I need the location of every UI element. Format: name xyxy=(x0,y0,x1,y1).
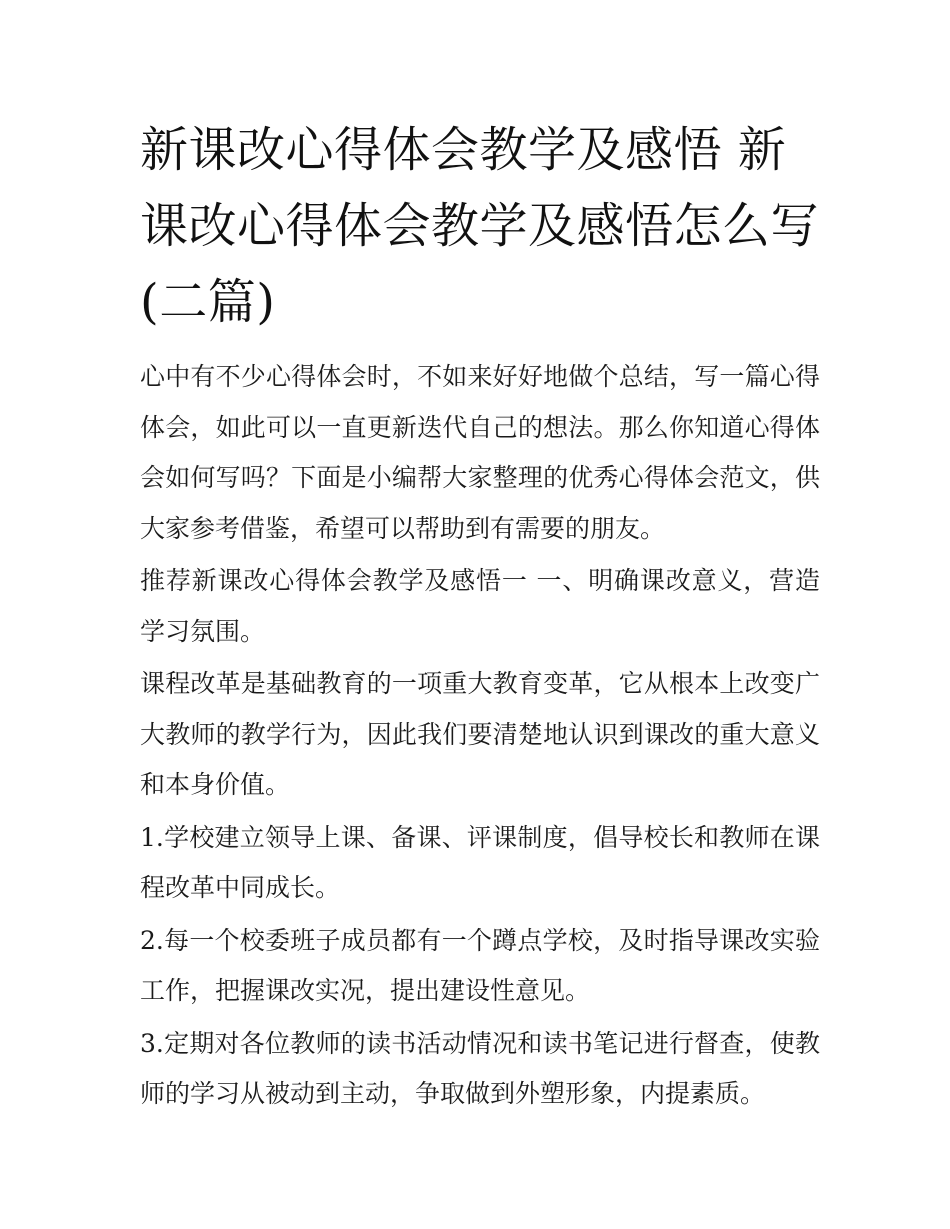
list-item-1: 1.学校建立领导上课、备课、评课制度，倡导校长和教师在课程改革中同成长。 xyxy=(140,822,820,902)
body-paragraph: 课程改革是基础教育的一项重大教育变革，它从根本上改变广大教师的教学行为，因此我们要清楚地认识到课改的重大意义和本身价值。 xyxy=(140,669,820,799)
section-heading-paragraph: 推荐新课改心得体会教学及感悟一 一、明确课改意义，营造学习氛围。 xyxy=(140,566,820,646)
document-body xyxy=(140,112,820,1120)
list-item-3: 3.定期对各位教师的读书活动情况和读书笔记进行督查，使教师的学习从被动到主动，争取做到外塑形象，内提素质。 xyxy=(140,1028,820,1108)
intro-paragraph: 心中有不少心得体会时，不如来好好地做个总结，写一篇心得体会，如此可以一直更新迭代自己的想法。那么你知道心得体会如何写吗？下面是小编帮大家整理的优秀心得体会范文，供大家参考借鉴，希望可以帮助到有需要的朋友。 xyxy=(140,362,820,543)
list-item-2: 2.每一个校委班子成员都有一个蹲点学校，及时指导课改实验工作，把握课改实况，提出建设性意见。 xyxy=(140,925,820,1005)
document-title: 新课改心得体会教学及感悟 新课改心得体会教学及感悟怎么写(二篇) xyxy=(140,122,820,330)
